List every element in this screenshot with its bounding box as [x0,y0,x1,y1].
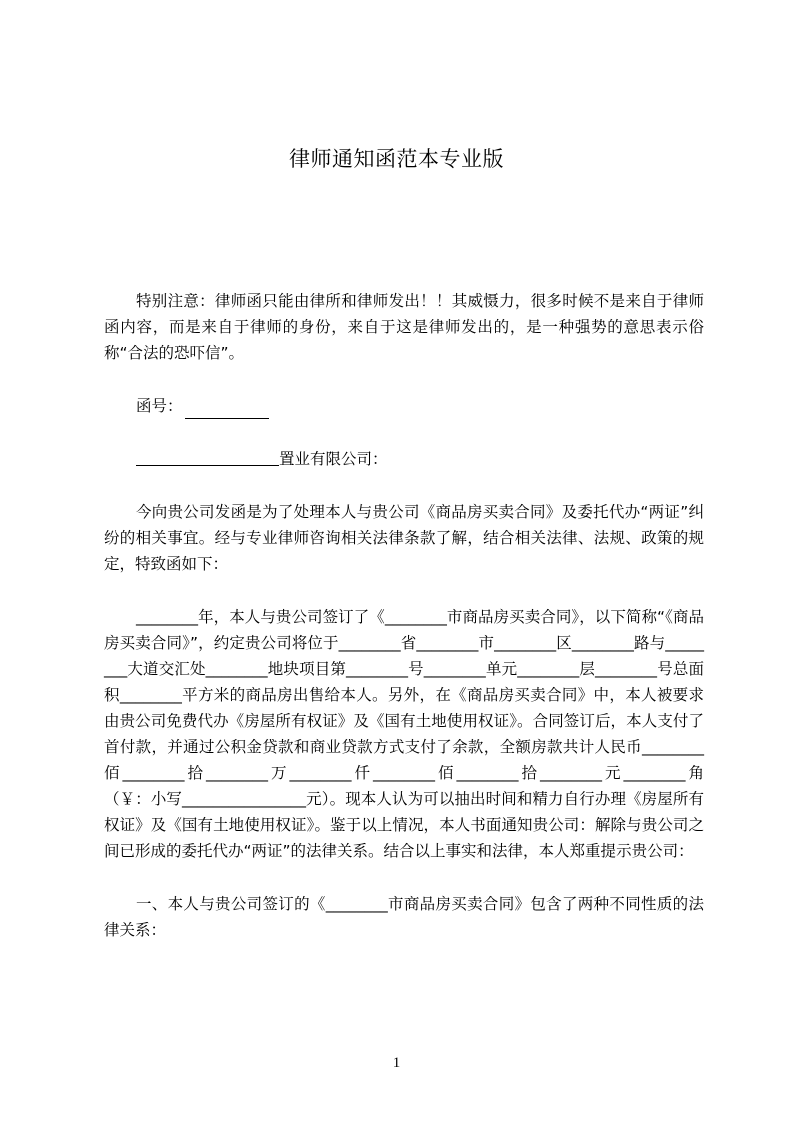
document-body [104,288,704,943]
special-notice-paragraph: 特别注意：律师函只能由律所和律师发出！！其威慑力，很多时候不是来自于律师函内容，而是来自于律师的身份，来自于这是律师发出的，是一种强势的意思表示俗称“合法的恐吓信”。 [104,292,704,362]
addressee-line [104,446,704,472]
point-one-paragraph: 一、本人与贵公司签订的《________市商品房买卖合同》包含了两种不同性质的法律关系： [104,895,704,939]
facts-paragraph: ________年，本人与贵公司签订了《________市商品房买卖合同》，以下简称“《商品房买卖合同》”，约定贵公司将位于________省________市________区________路与________大道交汇处________地块项目第________号________单元________层________号总面积________平方米的商品房出售给本人。另外，在《商品房买卖合同》中，本人被要求由贵公司免费代办《房屋所有权证》及《国有土地使用权证》。合同签订后，本人支付了首付款，并通过公积金贷款和商业贷款方式支付了余款，全额房款共计人民币________佰________拾________万________仟________佰________拾________元________角（￥：小写________________元）。现本人认为可以抽出时间和精力自行办理《房屋所有权证》及《国有土地使用权证》。鉴于以上情况，本人书面通知贵公司：解除与贵公司之间已形成的委托代办“两证”的法律关系。结合以上事实和法律，本人郑重提示贵公司： [104,608,704,860]
addressee-suffix: 置业有限公司： [279,450,388,468]
document-title: 律师通知函范本专业版 [289,147,504,171]
letter-number-label: 函号： [136,397,183,415]
letter-number-blank [185,400,269,419]
page-number: 1 [392,1055,401,1071]
letter-number-line [104,393,704,419]
intro-paragraph: 今向贵公司发函是为了处理本人与贵公司《商品房买卖合同》及委托代办“两证”纠纷的相关事宜。经与专业律师咨询相关法律条款了解，结合相关法律、法规、政策的规定，特致函如下： [104,503,704,573]
company-name-blank [136,447,279,466]
